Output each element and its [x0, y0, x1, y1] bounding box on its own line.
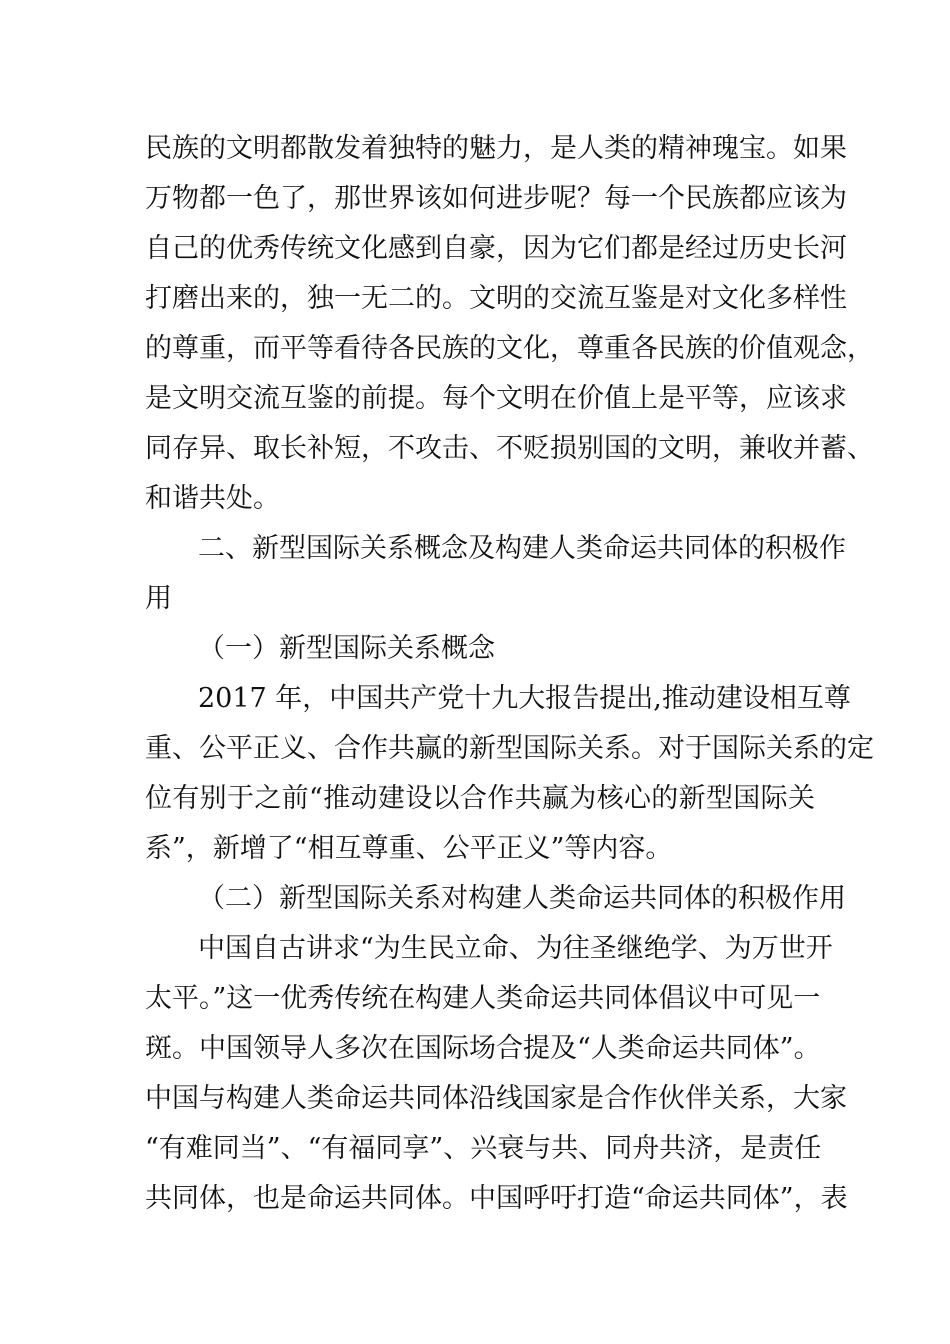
section-heading-2-line-1: 二、新型国际关系概念及构建人类命运共同体的积极作	[198, 533, 846, 564]
paragraph-3-line-4: 中国与构建人类命运共同体沿线国家是合作伙伴关系，大家	[145, 1083, 847, 1114]
paragraph-2-line-2: 重、公平正义、合作共赢的新型国际关系。对于国际关系的定	[145, 733, 874, 764]
paragraph-1-line-8: 和谐共处。	[145, 483, 280, 514]
paragraph-3-line-2: 太平。”这一优秀传统在构建人类命运共同体倡议中可见一	[145, 983, 821, 1014]
paragraph-3-line-5: “有难同当”、“有福同享”、兴衰与共、同舟共济，是责任	[145, 1133, 822, 1164]
paragraph-3-line-3: 斑。中国领导人多次在国际场合提及“人类命运共同体”。	[145, 1033, 821, 1064]
paragraph-1-line-2: 万物都一色了，那世界该如何进步呢？每一个民族都应该为	[145, 183, 847, 214]
paragraph-1-line-7: 同存异、取长补短，不攻击、不贬损别国的文明，兼收并蓄、	[145, 433, 874, 464]
paragraph-1-line-6: 是文明交流互鉴的前提。每个文明在价值上是平等，应该求	[145, 383, 847, 414]
paragraph-2-line-3: 位有别于之前“推动建设以合作共赢为核心的新型国际关	[145, 783, 815, 814]
paragraph-1-line-4: 打磨出来的，独一无二的。文明的交流互鉴是对文化多样性	[145, 283, 847, 314]
paragraph-1-line-5: 的尊重，而平等看待各民族的文化，尊重各民族的价值观念，	[145, 333, 874, 364]
section-heading-2-line-2: 用	[145, 583, 172, 614]
paragraph-3-line-6: 共同体，也是命运共同体。中国呼吁打造“命运共同体”，表	[145, 1183, 848, 1214]
paragraph-2-line-4: 系”，新增了“相互尊重、公平正义”等内容。	[145, 833, 673, 864]
paragraph-1-line-1: 民族的文明都散发着独特的魅力，是人类的精神瑰宝。如果	[145, 133, 847, 164]
paragraph-2-line-1: 2017 年，中国共产党十九大报告提出,推动建设相互尊	[198, 683, 851, 714]
subheading-2-2: （二）新型国际关系对构建人类命运共同体的积极作用	[198, 883, 846, 914]
subheading-2-1: （一）新型国际关系概念	[198, 633, 495, 664]
paragraph-1-line-3: 自己的优秀传统文化感到自豪，因为它们都是经过历史长河	[145, 233, 847, 264]
paragraph-3-line-1: 中国自古讲求“为生民立命、为往圣继绝学、为万世开	[198, 933, 833, 964]
